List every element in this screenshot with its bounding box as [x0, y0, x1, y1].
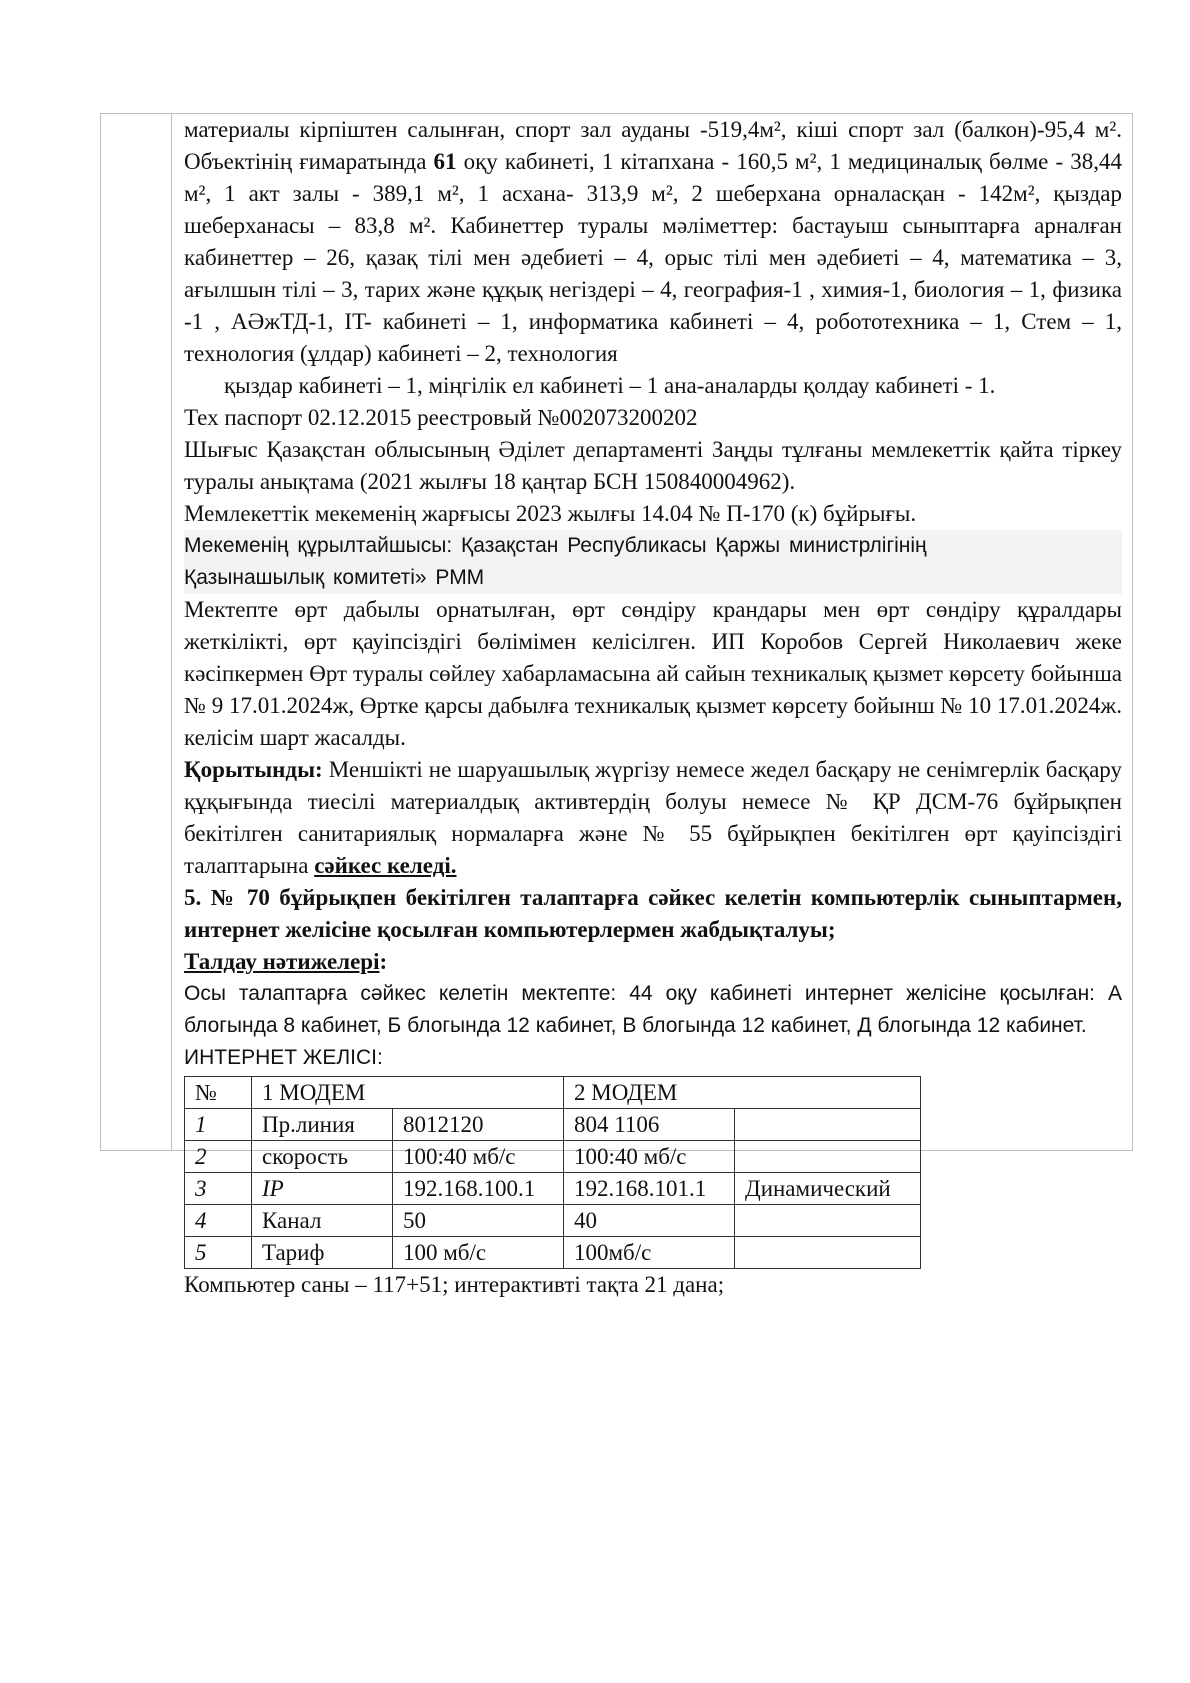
building-text-1: материалы кірпіштен салынған, спорт зал ауданы -519,4м², кіші спорт зал (балкон)-95,4 м². Объектінің ғимаратында	[184, 117, 1122, 174]
row-label: Тариф	[252, 1237, 393, 1269]
extra-value: Динамический	[735, 1173, 921, 1205]
modem-2-value: 100мб/с	[564, 1237, 735, 1269]
table-row	[185, 1109, 921, 1141]
conclusion	[184, 754, 1122, 882]
analysis-text: Осы талаптарға сәйкес келетін мектепте: 44 оқу кабинеті интернет желісіне қосылған: А блогында 8 кабинет, Б блогында 12 кабинет, В блогында 12 кабинет, Д блогында 12 кабинет.	[184, 982, 1122, 1037]
row-number: 4	[185, 1205, 252, 1237]
table-row	[185, 1141, 921, 1173]
tech-passport: Тех паспорт 02.12.2015 реестровый №002073200202	[184, 405, 698, 430]
modem-1-value: 8012120	[393, 1109, 564, 1141]
extra-value	[735, 1205, 921, 1237]
row-label: Канал	[252, 1205, 393, 1237]
modem-1-value: 100:40 мб/с	[393, 1141, 564, 1173]
row-number: 5	[185, 1237, 252, 1269]
header-modem-1: 1 МОДЕМ	[252, 1077, 564, 1109]
section-5-heading: 5. № 70 бұйрықпен бекітілген талаптарға сәйкес келетін компьютерлік сыныптармен, интернет желісіне қосылған компьютерлермен жабдықталуы;	[184, 885, 1122, 942]
building-description	[184, 114, 1122, 370]
conclusion-verdict: сәйкес келеді.	[314, 853, 457, 878]
header-num: №	[185, 1077, 252, 1109]
column-divider	[171, 114, 172, 1150]
modem-2-value: 100:40 мб/с	[564, 1141, 735, 1173]
analysis-colon: :	[379, 949, 388, 974]
modem-1-value: 100 мб/с	[393, 1237, 564, 1269]
header-modem-2: 2 МОДЕМ	[564, 1077, 921, 1109]
table-row	[185, 1237, 921, 1269]
modem-1-value: 50	[393, 1205, 564, 1237]
computer-count: Компьютер саны – 117+51; интерактивті тақта 21 дана;	[184, 1272, 725, 1297]
analysis-label: Талдау нәтижелері	[184, 949, 380, 974]
document-content	[184, 114, 1122, 1301]
row-label: скорость	[252, 1141, 393, 1173]
row-number: 3	[185, 1173, 252, 1205]
internet-label: ИНТЕРНЕТ ЖЕЛІСІ:	[184, 1046, 383, 1069]
registration-info: Шығыс Қазақстан облысының Әділет департаменті Заңды тұлғаны мемлекеттік қайта тіркеу туралы анықтама (2021 жылғы 18 қаңтар БСН 150840004962).	[184, 437, 1122, 494]
modem-2-value: 804 1106	[564, 1109, 735, 1141]
classroom-count: 61	[433, 149, 457, 174]
row-number: 1	[185, 1109, 252, 1141]
table-row	[185, 1205, 921, 1237]
charter-info: Мемлекеттік мекеменің жарғысы 2023 жылғы 14.04 № П-170 (к) бұйрығы.	[184, 501, 917, 526]
founder-info: Мекеменің құрылтайшысы: Қазақстан Республикасы Қаржы министрлігінің Қазынашылық комитеті» РММ	[184, 530, 1122, 594]
extra-value	[735, 1237, 921, 1269]
document-table-frame	[100, 113, 1133, 1297]
modem-1-value: 192.168.100.1	[393, 1173, 564, 1205]
internet-table	[184, 1076, 921, 1269]
analysis-heading	[184, 946, 1122, 978]
extra-value	[735, 1141, 921, 1173]
row-label: Пр.линия	[252, 1109, 393, 1141]
modem-2-value: 192.168.101.1	[564, 1173, 735, 1205]
modem-2-value: 40	[564, 1205, 735, 1237]
extra-value	[735, 1109, 921, 1141]
row-label: IP	[252, 1173, 393, 1205]
row-number: 2	[185, 1141, 252, 1173]
fire-safety-info: Мектепте өрт дабылы орнатылған, өрт сөндіру крандары мен өрт сөндіру құралдары жеткілікті, өрт қауіпсіздігі бөлімімен келісілген. ИП Коробов Сергей Николаевич жеке кәсіпкермен Өрт туралы сөйлеу хабарламасына ай сайын техникалық қызмет көрсету бойынша № 9 17.01.2024ж, Өртке қарсы дабылға техникалық қызмет көрсету бойынш № 10 17.01.2024ж. келісім шарт жасалды.	[184, 597, 1122, 750]
building-text-2: оқу кабинеті, 1 кітапхана - 160,5 м², 1 медициналық бөлме - 38,44 м², 1 акт залы - 389,1 м², 1 асхана- 313,9 м², 2 шеберхана орналасқан - 142м², қыздар шеберханасы – 83,8 м². Кабинеттер туралы мәліметтер: бастауыш сыныптарға арналған кабинеттер – 26, қазақ тілі мен әдебиеті – 4, орыс тілі мен әдебиеті – 4, математика – 3, ағылшын тілі – 3, тарих және құқық негіздері – 4, география-1 , химия-1, биология – 1, физика -1 , АӘжТД-1, IT- кабинеті – 1, информатика кабинеті – 4, робототехника – 1, Стем – 1, технология (ұлдар) кабинеті – 2, технология	[184, 149, 1122, 366]
building-description-cont: қыздар кабинеті – 1, мiңгiлiк ел кабинеті – 1 ана-аналарды қолдау кабинеті - 1.	[224, 373, 996, 398]
table-header-row	[185, 1077, 921, 1109]
conclusion-text: Меншікті не шаруашылық жүргізу немесе жедел басқару не сенімгерлік басқару құқығында тиесілі материалдық активтердің болуы немесе № ҚР ДСМ-76 бұйрықпен бекітілген санитариялық нормаларға және № 55 бұйрықпен бекітілген өрт қауіпсіздігі талаптарына	[184, 757, 1122, 878]
conclusion-label: Қорытынды:	[184, 757, 323, 782]
table-row	[185, 1173, 921, 1205]
